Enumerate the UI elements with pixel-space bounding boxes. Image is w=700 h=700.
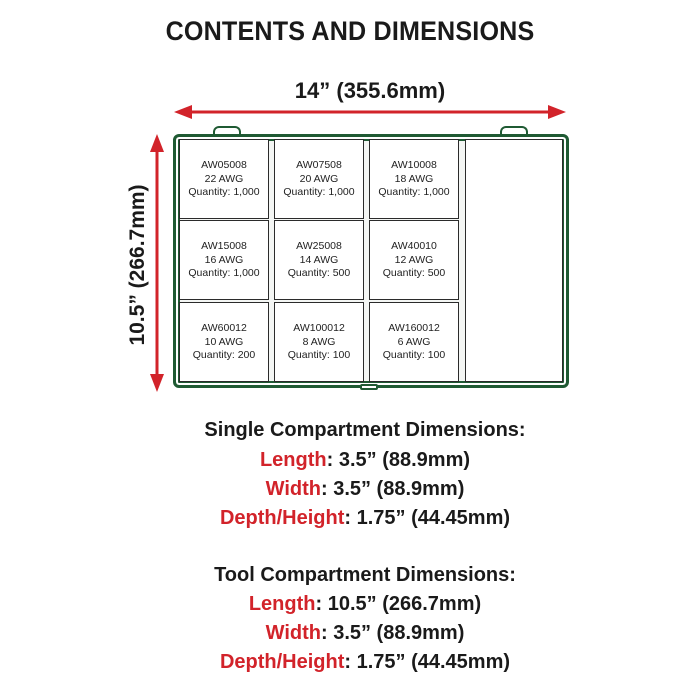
compartment-part: AW25008 bbox=[296, 240, 342, 252]
compartment-gauge: 12 AWG bbox=[394, 253, 434, 266]
compartment-gauge: 22 AWG bbox=[204, 172, 244, 185]
case-latch-bottom bbox=[360, 384, 378, 390]
compartment-part: AW160012 bbox=[388, 322, 440, 334]
compartment-8 bbox=[274, 302, 364, 382]
compartment-7 bbox=[179, 302, 269, 382]
single-length-row bbox=[0, 449, 700, 472]
tool-depth-value: : 1.75” (44.45mm) bbox=[344, 651, 511, 673]
compartment-4 bbox=[179, 220, 269, 300]
compartment-gauge: 18 AWG bbox=[394, 172, 434, 185]
compartment-quantity: Quantity: 1,000 bbox=[188, 267, 260, 279]
compartment-2 bbox=[274, 139, 364, 219]
compartment-gauge: 6 AWG bbox=[397, 335, 431, 348]
compartment-quantity: Quantity: 500 bbox=[287, 267, 351, 279]
tool-width-label: Width bbox=[265, 622, 321, 644]
width-dimension-label: 14” (355.6mm) bbox=[294, 78, 446, 103]
compartment-9 bbox=[369, 302, 459, 382]
compartment-quantity: Quantity: 1,000 bbox=[188, 186, 260, 198]
compartment-part: AW05008 bbox=[201, 159, 247, 171]
compartment-6 bbox=[369, 220, 459, 300]
tool-depth-label: Depth/Height bbox=[219, 651, 345, 673]
compartment-part: AW100012 bbox=[293, 322, 345, 334]
tool-width-row bbox=[0, 622, 700, 645]
tool-length-row bbox=[0, 593, 700, 616]
single-width-label: Width bbox=[265, 478, 321, 500]
single-compartment-heading: Single Compartment Dimensions: bbox=[204, 419, 526, 441]
compartment-gauge: 14 AWG bbox=[299, 253, 339, 266]
compartment-gauge: 16 AWG bbox=[204, 253, 244, 266]
height-dimension-text: 10.5” (266.7mm) bbox=[126, 184, 149, 346]
compartment-quantity: Quantity: 100 bbox=[287, 349, 351, 361]
compartment-5 bbox=[274, 220, 364, 300]
compartment-part: AW40010 bbox=[391, 240, 437, 252]
compartment-gauge: 20 AWG bbox=[299, 172, 339, 185]
single-length-label: Length bbox=[259, 449, 327, 471]
width-arrow bbox=[174, 105, 566, 119]
compartment-quantity: Quantity: 200 bbox=[192, 349, 256, 361]
compartment-1 bbox=[179, 139, 269, 219]
compartment-3 bbox=[369, 139, 459, 219]
compartment-gauge: 8 AWG bbox=[302, 335, 336, 348]
compartment-quantity: Quantity: 100 bbox=[382, 349, 446, 361]
tool-compartment-heading: Tool Compartment Dimensions: bbox=[214, 564, 516, 586]
compartment-gauge: 10 AWG bbox=[204, 335, 244, 348]
single-length-value: : 3.5” (88.9mm) bbox=[326, 449, 471, 471]
page-title: CONTENTS AND DIMENSIONS bbox=[165, 16, 535, 46]
tool-depth-row bbox=[0, 651, 700, 674]
tool-length-label: Length bbox=[248, 593, 316, 615]
tool-length-value: : 10.5” (266.7mm) bbox=[315, 593, 482, 615]
single-depth-label: Depth/Height bbox=[219, 507, 345, 529]
compartment-quantity: Quantity: 1,000 bbox=[283, 186, 355, 198]
compartment-quantity: Quantity: 1,000 bbox=[378, 186, 450, 198]
compartment-part: AW07508 bbox=[296, 159, 342, 171]
single-depth-value: : 1.75” (44.45mm) bbox=[344, 507, 511, 529]
compartment-part: AW60012 bbox=[201, 322, 247, 334]
compartment-part: AW15008 bbox=[201, 240, 247, 252]
height-arrow bbox=[150, 134, 164, 392]
compartment-part: AW10008 bbox=[391, 159, 437, 171]
single-depth-row bbox=[0, 507, 700, 530]
single-width-value: : 3.5” (88.9mm) bbox=[320, 478, 465, 500]
compartment-quantity: Quantity: 500 bbox=[382, 267, 446, 279]
single-width-row bbox=[0, 478, 700, 501]
tool-compartment bbox=[465, 139, 563, 382]
tool-width-value: : 3.5” (88.9mm) bbox=[320, 622, 465, 644]
